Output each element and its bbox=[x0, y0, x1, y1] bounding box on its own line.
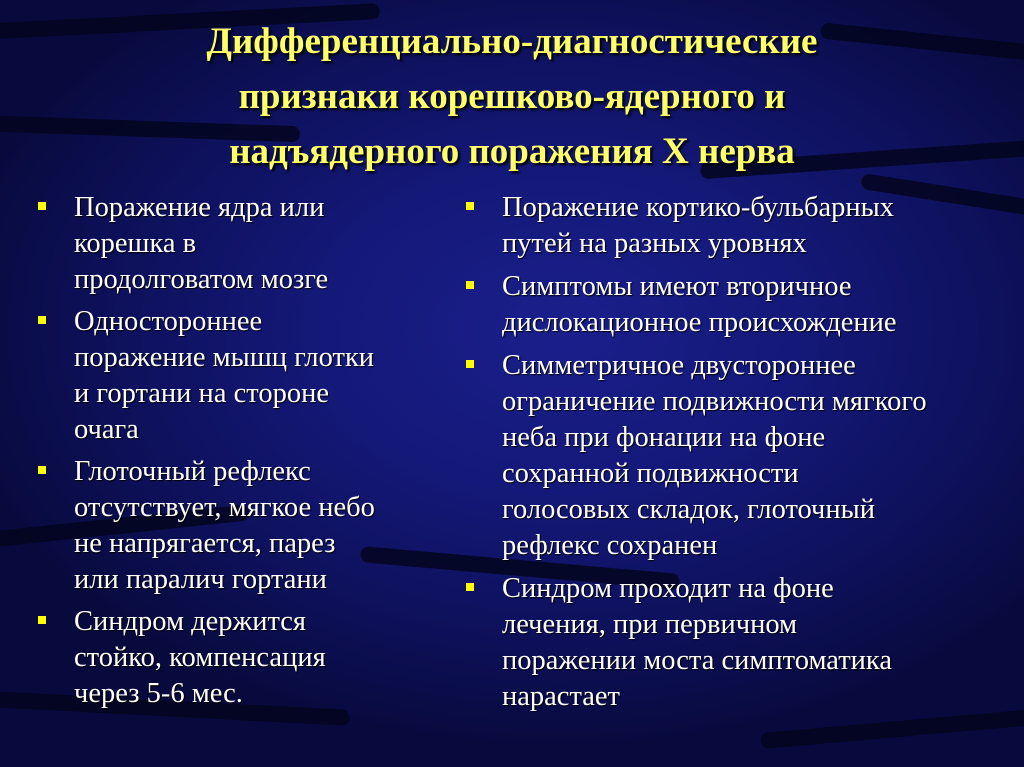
bullet-square-icon bbox=[38, 466, 46, 474]
list-item bbox=[460, 571, 1016, 715]
left-column-list bbox=[32, 190, 452, 718]
slide-title bbox=[40, 14, 984, 179]
item-line: путей на разных уровнях bbox=[502, 228, 807, 259]
item-line: Симптомы имеют вторичное bbox=[502, 271, 852, 302]
item-line: Синдром проходит на фоне bbox=[502, 573, 834, 604]
item-line: дислокационное происхождение bbox=[502, 307, 897, 338]
item-line: корешка в bbox=[74, 228, 197, 259]
bullet-square-icon bbox=[38, 202, 46, 210]
item-line: лечения, при первичном bbox=[502, 609, 798, 640]
item-line: нарастает bbox=[502, 681, 621, 712]
item-line: Одностороннее bbox=[74, 306, 263, 337]
bullet-square-icon bbox=[466, 360, 474, 368]
item-line: поражении моста симптоматика bbox=[502, 645, 892, 676]
title-line: надъядерного поражения Х нерва bbox=[229, 131, 795, 172]
item-line: ограничение подвижности мягкого bbox=[502, 386, 927, 417]
list-item bbox=[460, 269, 1016, 341]
item-line: Глоточный рефлекс bbox=[74, 456, 311, 487]
item-line: Симметричное двустороннее bbox=[502, 350, 856, 381]
item-line: через 5-6 мес. bbox=[74, 678, 243, 709]
item-line: продолговатом мозге bbox=[74, 264, 329, 295]
bullet-square-icon bbox=[466, 202, 474, 210]
bullet-square-icon bbox=[38, 316, 46, 324]
title-line: признаки корешково-ядерного и bbox=[238, 76, 786, 117]
item-line: или паралич гортани bbox=[74, 564, 327, 595]
item-line: стойко, компенсация bbox=[74, 642, 326, 673]
item-line: и гортани на стороне bbox=[74, 378, 329, 409]
item-line: сохранной подвижности bbox=[502, 458, 799, 489]
list-item bbox=[32, 454, 452, 598]
item-line: неба при фонации на фоне bbox=[502, 422, 826, 453]
item-line: очага bbox=[74, 414, 139, 445]
list-item bbox=[32, 304, 452, 448]
list-item bbox=[460, 348, 1016, 564]
item-line: Поражение кортико-бульбарных bbox=[502, 192, 895, 223]
item-line: рефлекс сохранен bbox=[502, 530, 718, 561]
bullet-square-icon bbox=[466, 281, 474, 289]
item-line: Поражение ядра или bbox=[74, 192, 325, 223]
bullet-square-icon bbox=[38, 616, 46, 624]
bullet-square-icon bbox=[466, 583, 474, 591]
right-column-list bbox=[460, 190, 1016, 722]
item-line: Синдром держится bbox=[74, 606, 307, 637]
item-line: отсутствует, мягкое небо bbox=[74, 492, 375, 523]
item-line: поражение мышц глотки bbox=[74, 342, 375, 373]
list-item bbox=[460, 190, 1016, 262]
list-item bbox=[32, 604, 452, 712]
list-item bbox=[32, 190, 452, 298]
title-line: Дифференциально-диагностические bbox=[206, 21, 818, 62]
item-line: не напрягается, парез bbox=[74, 528, 336, 559]
item-line: голосовых складок, глоточный bbox=[502, 494, 876, 525]
